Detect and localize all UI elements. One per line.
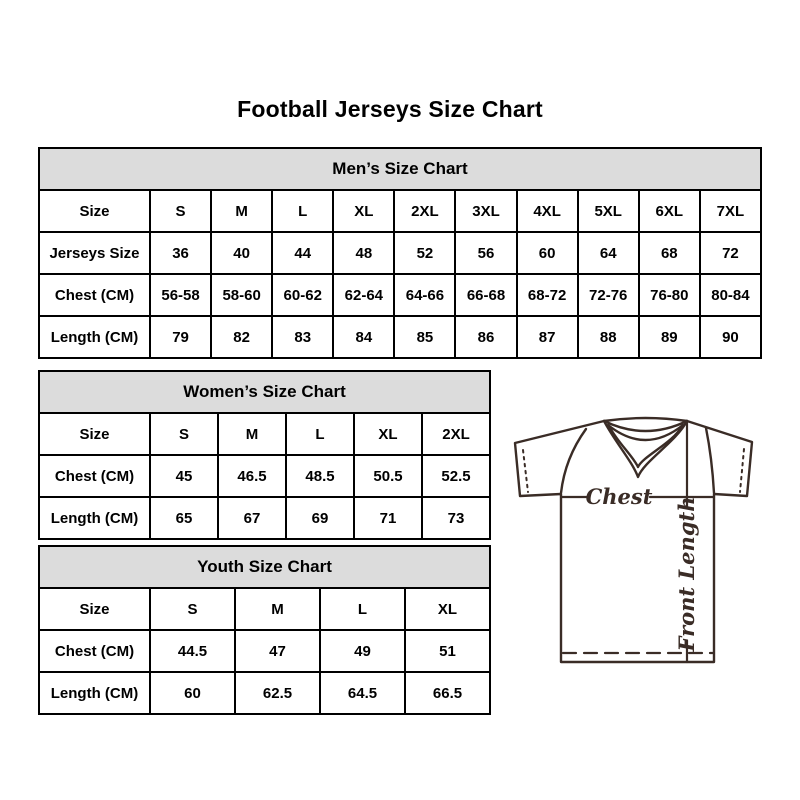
- value-cell: L: [320, 588, 405, 630]
- value-cell: L: [286, 413, 354, 455]
- table-row: [39, 316, 761, 358]
- table-row: [39, 190, 761, 232]
- table-header-row: [39, 371, 490, 413]
- value-cell: 62-64: [333, 274, 394, 316]
- row-label-cell: Length (CM): [39, 497, 150, 539]
- jersey-left-seam: [561, 429, 586, 493]
- value-cell: 79: [150, 316, 211, 358]
- value-cell: 4XL: [517, 190, 578, 232]
- chest-measure-label: Chest: [585, 484, 653, 509]
- value-cell: 72-76: [578, 274, 639, 316]
- table-row: [39, 455, 490, 497]
- womens-table-title: Women’s Size Chart: [39, 371, 490, 413]
- value-cell: 7XL: [700, 190, 761, 232]
- value-cell: 68: [639, 232, 700, 274]
- jersey-body-outline: [515, 421, 752, 662]
- value-cell: 58-60: [211, 274, 272, 316]
- value-cell: 62.5: [235, 672, 320, 714]
- value-cell: 64.5: [320, 672, 405, 714]
- value-cell: 67: [218, 497, 286, 539]
- value-cell: 60: [150, 672, 235, 714]
- value-cell: 44: [272, 232, 333, 274]
- value-cell: 3XL: [455, 190, 516, 232]
- value-cell: 5XL: [578, 190, 639, 232]
- jersey-collar-arc-outer: [604, 421, 687, 431]
- value-cell: 66.5: [405, 672, 490, 714]
- value-cell: 76-80: [639, 274, 700, 316]
- value-cell: XL: [333, 190, 394, 232]
- row-label-cell: Chest (CM): [39, 274, 150, 316]
- row-label-cell: Jerseys Size: [39, 232, 150, 274]
- value-cell: 36: [150, 232, 211, 274]
- row-label-cell: Chest (CM): [39, 630, 150, 672]
- jersey-right-seam: [706, 428, 714, 493]
- table-row: [39, 274, 761, 316]
- table-row: [39, 232, 761, 274]
- value-cell: 85: [394, 316, 455, 358]
- jersey-measurement-diagram: [505, 400, 770, 675]
- value-cell: 64-66: [394, 274, 455, 316]
- value-cell: 87: [517, 316, 578, 358]
- value-cell: 48.5: [286, 455, 354, 497]
- value-cell: 84: [333, 316, 394, 358]
- jersey-left-cuff-stitch: [523, 450, 528, 492]
- youth-table-title: Youth Size Chart: [39, 546, 490, 588]
- value-cell: 52.5: [422, 455, 490, 497]
- value-cell: 40: [211, 232, 272, 274]
- value-cell: L: [272, 190, 333, 232]
- value-cell: 86: [455, 316, 516, 358]
- value-cell: 44.5: [150, 630, 235, 672]
- jersey-right-cuff-stitch: [740, 449, 744, 492]
- mens-table-title: Men’s Size Chart: [39, 148, 761, 190]
- jersey-outline-icon: [505, 400, 770, 675]
- value-cell: 66-68: [455, 274, 516, 316]
- value-cell: 46.5: [218, 455, 286, 497]
- value-cell: M: [211, 190, 272, 232]
- value-cell: XL: [354, 413, 422, 455]
- table-header-row: [39, 546, 490, 588]
- value-cell: 89: [639, 316, 700, 358]
- value-cell: 64: [578, 232, 639, 274]
- value-cell: 49: [320, 630, 405, 672]
- value-cell: 2XL: [422, 413, 490, 455]
- value-cell: 52: [394, 232, 455, 274]
- value-cell: 88: [578, 316, 639, 358]
- value-cell: 65: [150, 497, 218, 539]
- value-cell: 68-72: [517, 274, 578, 316]
- value-cell: 71: [354, 497, 422, 539]
- value-cell: 6XL: [639, 190, 700, 232]
- value-cell: 48: [333, 232, 394, 274]
- row-label-cell: Chest (CM): [39, 455, 150, 497]
- value-cell: 69: [286, 497, 354, 539]
- mens-size-table: [38, 147, 762, 359]
- row-label-cell: Size: [39, 588, 150, 630]
- value-cell: 45: [150, 455, 218, 497]
- table-header-row: [39, 148, 761, 190]
- value-cell: M: [218, 413, 286, 455]
- value-cell: 82: [211, 316, 272, 358]
- value-cell: 51: [405, 630, 490, 672]
- value-cell: 73: [422, 497, 490, 539]
- table-row: [39, 588, 490, 630]
- table-row: [39, 672, 490, 714]
- table-row: [39, 497, 490, 539]
- value-cell: 60: [517, 232, 578, 274]
- value-cell: 56: [455, 232, 516, 274]
- row-label-cell: Length (CM): [39, 316, 150, 358]
- youth-size-table: [38, 545, 491, 715]
- value-cell: 56-58: [150, 274, 211, 316]
- row-label-cell: Size: [39, 190, 150, 232]
- jersey-collar-top: [604, 418, 687, 421]
- value-cell: S: [150, 190, 211, 232]
- table-row: [39, 630, 490, 672]
- value-cell: S: [150, 588, 235, 630]
- value-cell: 50.5: [354, 455, 422, 497]
- table-row: [39, 413, 490, 455]
- value-cell: 80-84: [700, 274, 761, 316]
- value-cell: 90: [700, 316, 761, 358]
- value-cell: 2XL: [394, 190, 455, 232]
- womens-size-table: [38, 370, 491, 540]
- jersey-vneck-outer: [604, 421, 687, 477]
- row-label-cell: Length (CM): [39, 672, 150, 714]
- value-cell: S: [150, 413, 218, 455]
- value-cell: 47: [235, 630, 320, 672]
- value-cell: 72: [700, 232, 761, 274]
- row-label-cell: Size: [39, 413, 150, 455]
- value-cell: M: [235, 588, 320, 630]
- page-title: Football Jerseys Size Chart: [237, 96, 543, 122]
- value-cell: 60-62: [272, 274, 333, 316]
- value-cell: 83: [272, 316, 333, 358]
- front-length-measure-label: Front Length: [674, 496, 699, 652]
- value-cell: XL: [405, 588, 490, 630]
